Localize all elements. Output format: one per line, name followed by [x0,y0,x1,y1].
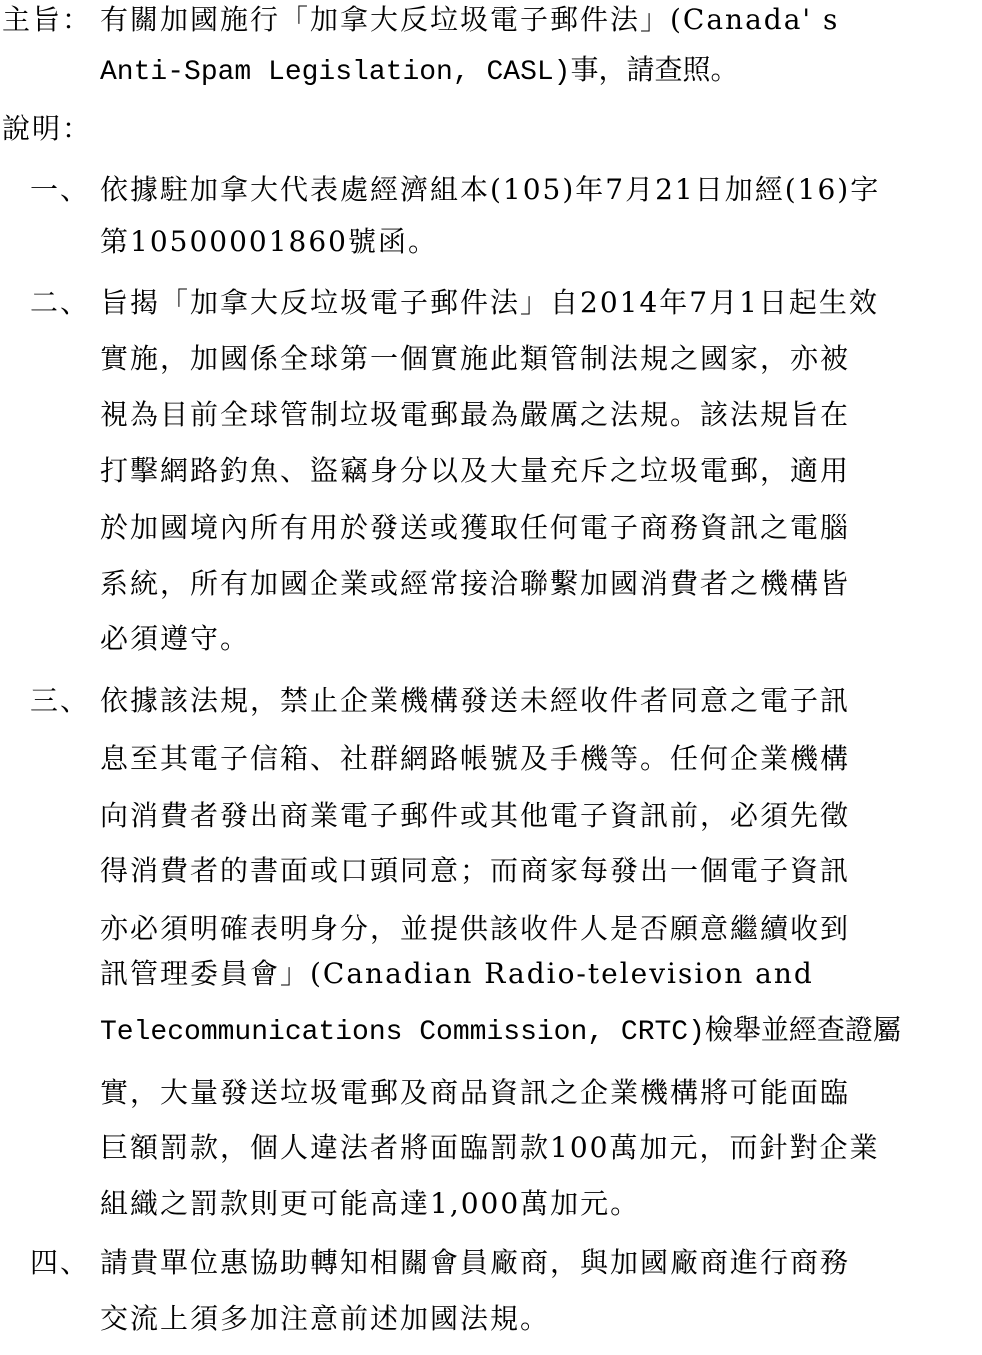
item-2-line-6: 系統，所有加國企業或經常接洽聯繫加國消費者之機構皆 [100,567,851,600]
item-3-line-9: 巨額罰款，個人違法者將面臨罰款100萬加元，而針對企業 [100,1131,880,1164]
description-label: 說明： [2,112,93,145]
item-2-line-1: 旨揭「加拿大反垃圾電子郵件法」自2014年7月1日起生效 [100,286,879,319]
item-4-line-2: 交流上須多加注意前述加國法規。 [100,1302,551,1335]
subject-line-2: Anti-Spam Legislation, CASL)事，請查照。 [100,57,739,88]
item-1-line-1: 依據駐加拿大代表處經濟組本(105)年7月21日加經(16)字 [100,173,881,206]
item-3-line-7: Telecommunications Commission, CRTC)檢舉並經查證屬 [100,1017,901,1048]
item-3-line-8: 實，大量發送垃圾電郵及商品資訊之企業機構將可能面臨 [100,1076,851,1109]
item-2-line-3: 視為目前全球管制垃圾電郵最為嚴厲之法規。該法規旨在 [100,398,851,431]
subject-line-1: 有關加國施行「加拿大反垃圾電子郵件法」(Canada' s [100,3,840,36]
item-3-line-1: 依據該法規，禁止企業機構發送未經收件者同意之電子訊 [100,684,851,717]
subject-label: 主旨： [2,3,93,36]
item-3-line-2: 息至其電子信箱、社群網路帳號及手機等。任何企業機構 [100,742,851,775]
item-2-line-5: 於加國境內所有用於發送或獲取任何電子商務資訊之電腦 [100,511,851,544]
item-1-marker: 一、 [30,173,91,206]
item-3-line-6: 訊管理委員會」(Canadian Radio-television and [100,957,814,990]
item-2-line-7: 必須遵守。 [100,622,251,655]
item-3-marker: 三、 [30,684,91,717]
item-4-marker: 四、 [30,1246,91,1279]
item-3-line-3: 向消費者發出商業電子郵件或其他電子資訊前，必須先徵 [100,799,851,832]
item-3-line-10: 組織之罰款則更可能高達1,000萬加元。 [100,1187,641,1220]
item-3-line-5: 亦必須明確表明身分，並提供該收件人是否願意繼續收到 [100,912,851,945]
item-4-line-1: 請貴單位惠協助轉知相關會員廠商，與加國廠商進行商務 [100,1246,851,1279]
item-2-line-2: 實施，加國係全球第一個實施此類管制法規之國家，亦被 [100,342,851,375]
item-1-line-2: 第10500001860號函。 [100,225,438,258]
item-2-marker: 二、 [30,286,91,319]
item-3-line-4: 得消費者的書面或口頭同意；而商家每發出一個電子資訊 [100,854,851,887]
item-2-line-4: 打擊網路釣魚、盜竊身分以及大量充斥之垃圾電郵，適用 [100,454,851,487]
